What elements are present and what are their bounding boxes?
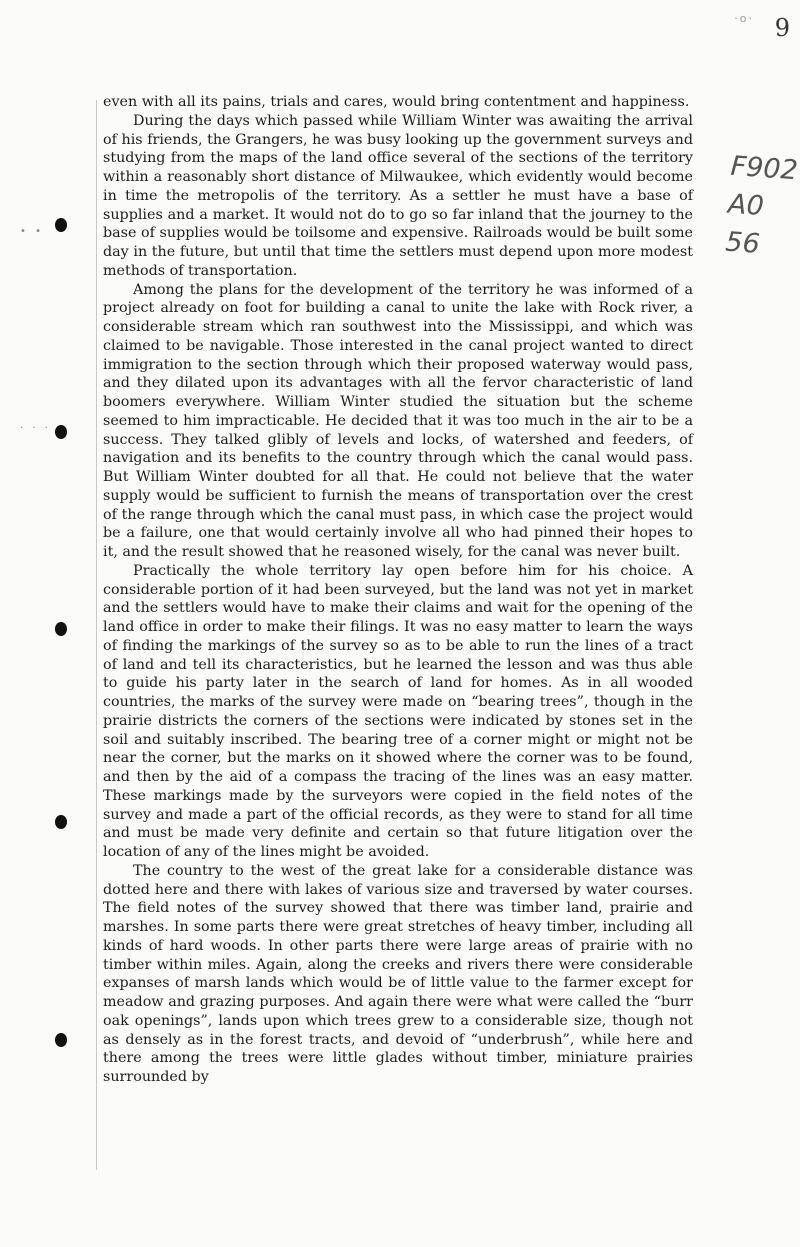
punch-hole xyxy=(55,1033,67,1047)
archive-note-line-2: A0 xyxy=(727,188,765,223)
margin-dots: • • xyxy=(20,226,44,237)
archive-note-line-3: 56 xyxy=(724,226,761,260)
punch-hole xyxy=(55,218,67,232)
paragraph: Among the plans for the development of the territory he was informed of a project already on foot for building a canal to unite the lake with Rock river, a considerable stream which ran southwest into the Mississippi, and which was claimed to be navigable. Those interested in the canal project wanted to direct immigration to the section through which their proposed waterway would pass, and they dilated upon its advantages with all the fervor characteristic of land boomers everywhere. William Winter studied the situation but the scheme seemed to him impracticable. He decided that it was too much in the air to be a success. They talked glibly of levels and locks, of watershed and feeders, of navigation and its benefits to the country through which the canal would pass. But William Winter doubted for all that. He could not believe that the water supply would be sufficient to furnish the means of transportation over the crest of the range through which the canal must pass, in which case the project would be a failure, one that would certainly involve all who had pinned their hopes to it, and the result showed that he reasoned wisely, for the canal was never built. xyxy=(103,281,693,560)
punch-hole xyxy=(55,815,67,829)
punch-hole xyxy=(55,425,67,439)
punch-hole xyxy=(55,622,67,636)
paragraph: even with all its pains, trials and cares, would bring contentment and happiness. xyxy=(103,94,690,110)
paragraph: The country to the west of the great lake for a considerable distance was dotted here and there with lakes of various size and traversed by water courses. The field notes of the survey showed that there was timber land, prairie and marshes. In some parts there were great stretches of heavy timber, including all kinds of hard woods. In other parts there were large areas of prairie with no timber within miles. Again, along the creeks and rivers there were considerable expanses of marsh lands which would be of little value to the farmer except for meadow and grazing purposes. And again there were what were called the “burr oak openings”, lands upon which trees grew to a considerable size, though not as densely as in the forest tracts, and devoid of “underbrush”, while here and there among the trees were little glades without timber, miniature prairies surrounded by xyxy=(103,862,693,1085)
corner-mark: ·o· xyxy=(734,12,754,25)
archive-note-line-1: F902 xyxy=(729,150,799,187)
paragraph: Practically the whole territory lay open before him for his choice. A considerable portion of it had been surveyed, but the land was not yet in market and the settlers would have to make their claims and wait for the opening of the land office in order to make their filings. It was no easy matter to learn the ways of finding the markings of the survey so as to be able to run the lines of a tract of land and tell its characteristics, but he learned the lesson and was thus able to guide his party later in the search of land for homes. As in all wooded countries, the marks of the survey were made on “bearing trees”, though in the prairie districts the corners of the sections were indicated by stones set in the soil and suitably inscribed. The bearing tree of a corner might or might not be near the corner, but the marks on it showed where the corner was to be found, and then by the aid of a compass the tracing of the lines was an easy matter. These markings made by the surveyors were copied in the field notes of the survey and made a part of the official records, as they were to stand for all time and must be made very definite and certain so that future litigation over the location of any of the lines might be avoided. xyxy=(103,562,693,860)
handwritten-archive-note xyxy=(724,148,800,266)
margin-dots: · · · xyxy=(20,423,51,434)
margin-rule xyxy=(96,100,97,1170)
page-number: 9 xyxy=(774,14,790,42)
paragraph: During the days which passed while William Winter was awaiting the arrival of his friends, the Grangers, he was busy looking up the government surveys and studying from the maps of the land office several of the sections of the territory within a reasonably short distance of Milwaukee, which evidently would become in time the metropolis of the territory. As a settler he must have a base of supplies and a market. It would not do to go so far inland that the journey to the base of supplies would be toilsome and expensive. Railroads would be built some day in the future, but until that time the settlers must depend upon more modest methods of transportation. xyxy=(103,112,693,279)
body-text xyxy=(103,93,693,1087)
